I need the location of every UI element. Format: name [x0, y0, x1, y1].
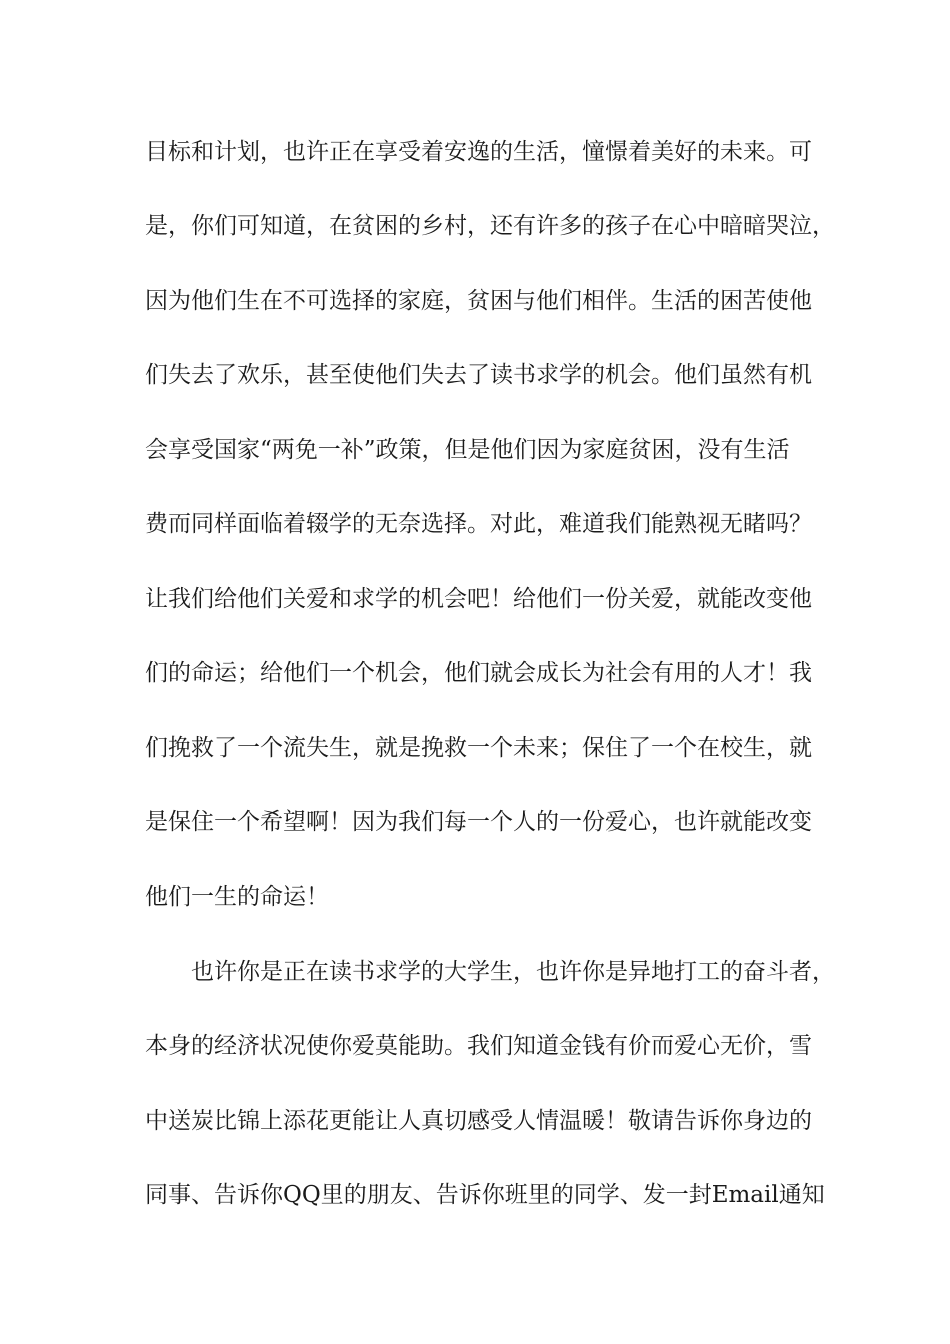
text-line: 目标和计划，也许正在享受着安逸的生活，憧憬着美好的未来。可 — [145, 139, 812, 165]
text-line: 们挽救了一个流失生，就是挽救一个未来；保住了一个在校生，就 — [145, 735, 812, 761]
text-line: 他们一生的命运！ — [145, 884, 329, 910]
text-line: 是保住一个希望啊！因为我们每一个人的一份爱心，也许就能改变 — [145, 809, 812, 835]
text-line: 会享受国家“两免一补”政策，但是他们因为家庭贫困，没有生活 — [145, 437, 790, 463]
text-line: 们失去了欢乐，甚至使他们失去了读书求学的机会。他们虽然有机 — [145, 362, 812, 388]
text-line: 是，你们可知道，在贫困的乡村，还有许多的孩子在心中暗暗哭泣， — [145, 213, 835, 239]
text-line: 们的命运；给他们一个机会，他们就会成长为社会有用的人才！我 — [145, 660, 812, 686]
text-line: 让我们给他们关爱和求学的机会吧！给他们一份关爱，就能改变他 — [145, 586, 812, 612]
text-line: 中送炭比锦上添花更能让人真切感受人情温暖！敬请告诉你身边的 — [145, 1108, 812, 1134]
paragraph-first-line: 也许你是正在读书求学的大学生，也许你是异地打工的奋斗者， — [191, 959, 835, 985]
text-line: 本身的经济状况使你爱莫能助。我们知道金钱有价而爱心无价，雪 — [145, 1033, 812, 1059]
text-line: 同事、告诉你QQ里的朋友、告诉你班里的同学、发一封Email通知 — [145, 1182, 825, 1208]
text-line: 费而同样面临着辍学的无奈选择。对此，难道我们能熟视无睹吗？ — [145, 511, 812, 537]
text-line: 因为他们生在不可选择的家庭，贫困与他们相伴。生活的困苦使他 — [145, 288, 812, 314]
